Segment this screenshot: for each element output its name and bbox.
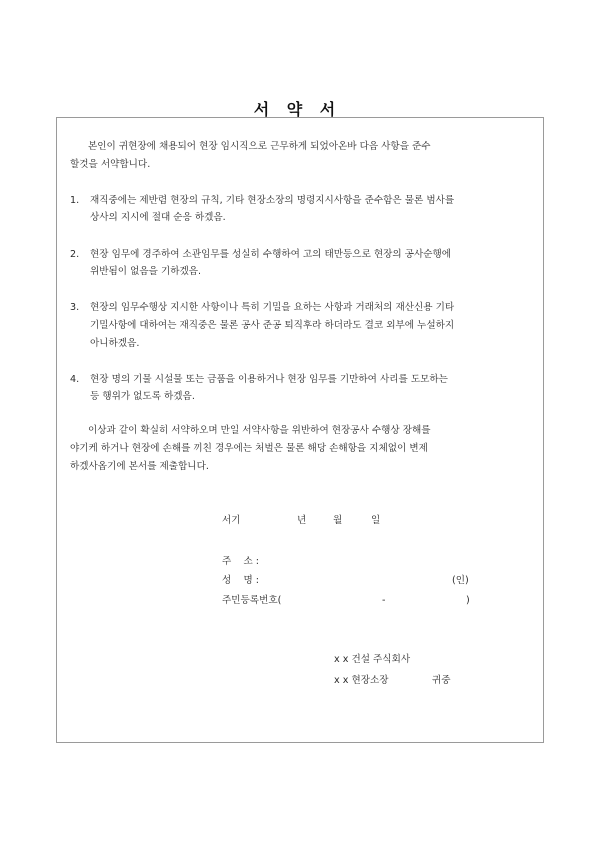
closing-line-1: 이상과 같이 확실히 서약하오며 만일 서약사항을 위반하여 현장공사 수행상 장해를 bbox=[88, 425, 431, 436]
id-number-label: 주민등록번호( bbox=[222, 595, 282, 606]
recipient-manager: x x 현장소장 bbox=[334, 675, 389, 686]
clause-4-line-2: 등 행위가 없도록 하겠음. bbox=[90, 391, 195, 402]
clause-3-number: 3. bbox=[70, 302, 80, 313]
intro-line-2: 할것을 서약합니다. bbox=[70, 159, 151, 170]
clause-3-line-1: 현장의 임무수행상 지시한 사항이나 특히 기밀을 요하는 사항과 거래처의 재산신용 기타 bbox=[90, 302, 455, 313]
clause-4-line-1: 현장 명의 기물 시설물 또는 금품을 이용하거나 현장 임무를 기만하여 사리를 도모하는 bbox=[90, 374, 448, 385]
clause-3-line-2: 기밀사항에 대하여는 재직중은 물론 공사 준공 퇴직후라 하더라도 결코 외부에 누설하지 bbox=[90, 320, 455, 331]
date-month: 월 bbox=[333, 515, 343, 526]
clause-1-line-1: 재직중에는 제반렴 현장의 규칙, 기타 현장소장의 명령지시사항을 준수함은 물론 범사를 bbox=[90, 195, 455, 206]
name-label: 성 명 : bbox=[222, 575, 260, 586]
closing-line-2: 야기케 하거나 현장에 손해를 끼친 경우에는 처벌은 물론 해당 손해항을 지체없이 변제 bbox=[70, 443, 428, 454]
date-era: 서기 bbox=[222, 515, 241, 526]
address-label: 주 소 : bbox=[222, 556, 260, 567]
clause-1-line-2: 상사의 지시에 절대 순응 하겠음. bbox=[90, 212, 226, 223]
intro-line-1: 본인이 귀현장에 채용되어 현장 임시직으로 근무하게 되었아온바 다음 사항을 준수 bbox=[88, 141, 431, 152]
clause-2-line-2: 위반됨이 없음을 기하겠음. bbox=[90, 266, 202, 277]
clause-3-line-3: 아니하겠음. bbox=[90, 338, 140, 349]
closing-line-3: 하겠사옵기에 본서를 제출합니다. bbox=[70, 461, 209, 472]
clause-2-number: 2. bbox=[70, 249, 80, 260]
clause-1-number: 1. bbox=[70, 195, 80, 206]
seal-mark: (인) bbox=[452, 575, 469, 586]
date-day: 일 bbox=[371, 515, 381, 526]
id-number-close: ) bbox=[466, 595, 470, 606]
id-number-dash: - bbox=[382, 595, 386, 606]
clause-4-number: 4. bbox=[70, 374, 80, 385]
clause-2-line-1: 현장 임무에 경주하여 소관임무를 성실히 수행하여 고의 태만등으로 현장의 공사순행에 bbox=[90, 249, 452, 260]
document-title: 서 약 서 bbox=[253, 100, 342, 119]
recipient-company: x x 건설 주식회사 bbox=[334, 654, 411, 665]
recipient-honorific: 귀중 bbox=[432, 675, 451, 686]
date-year: 년 bbox=[297, 515, 307, 526]
